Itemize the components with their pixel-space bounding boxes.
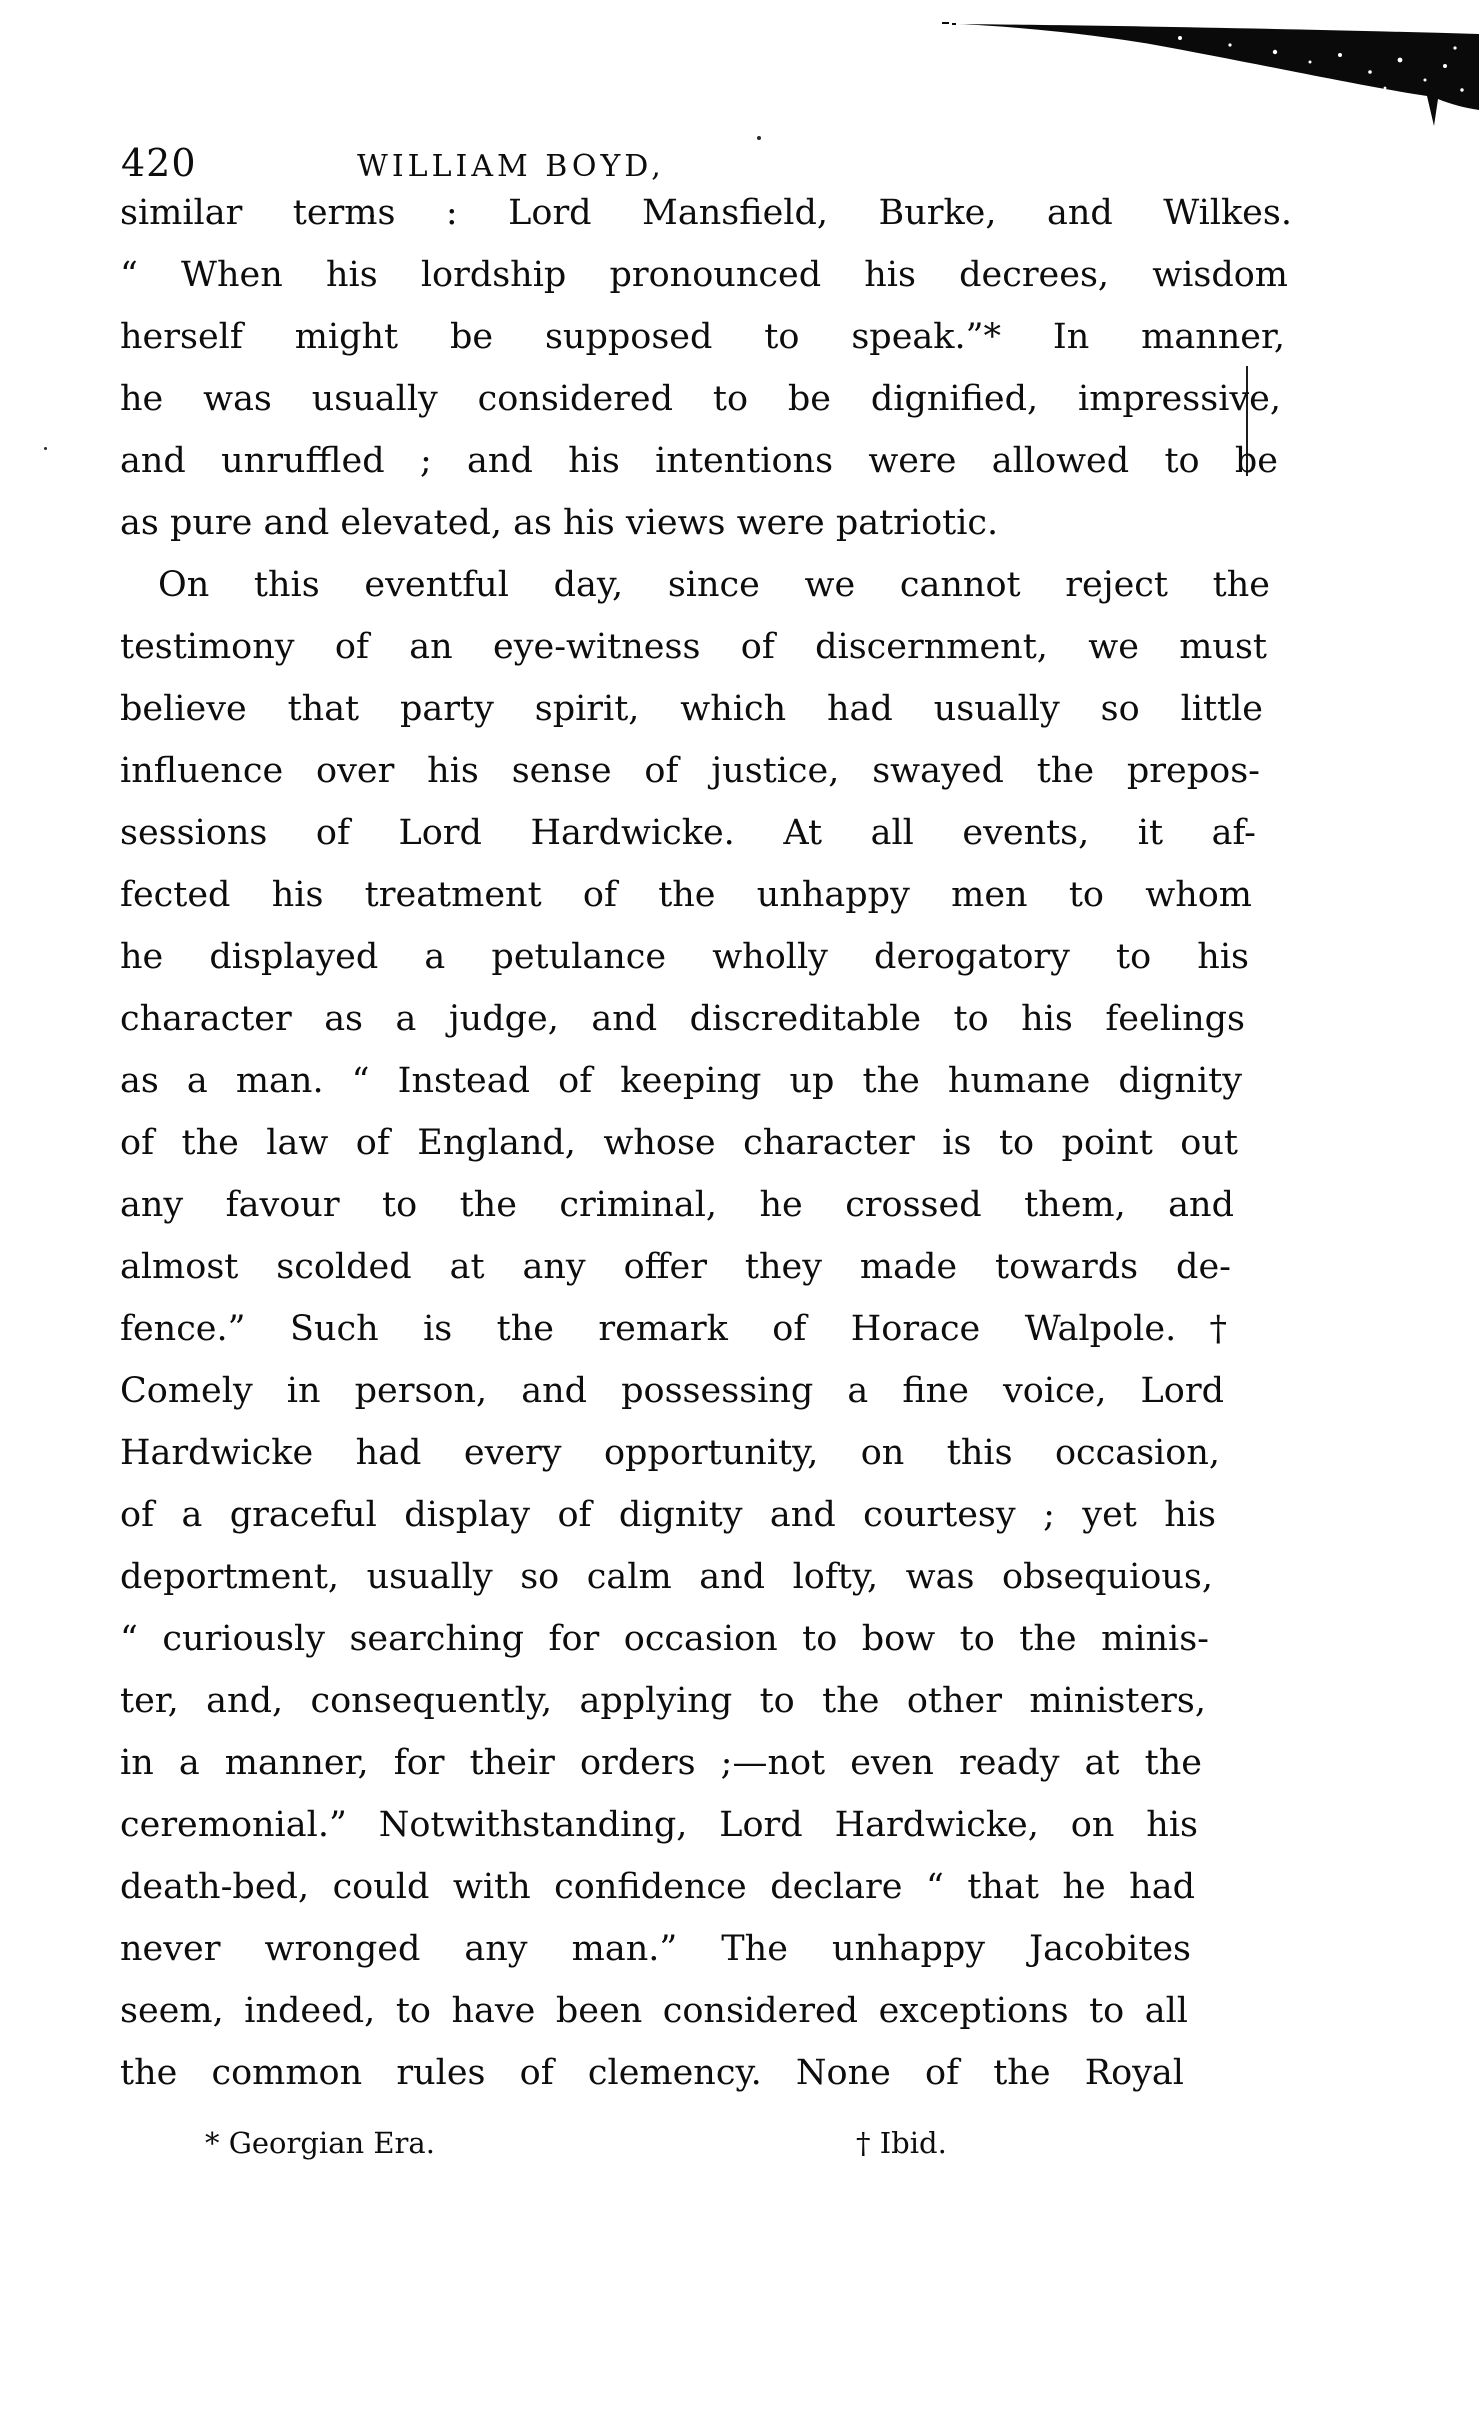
running-header: WILLIAM BOYD, <box>357 149 665 184</box>
text-line: he displayed a petulance wholly derogatory to his <box>120 937 1249 977</box>
body-text <box>120 182 1292 2104</box>
page-number: 420 <box>121 141 197 185</box>
text-line: he was usually considered to be dignified, impressive, <box>120 379 1281 419</box>
text-line: character as a judge, and discreditable to his feelings <box>120 999 1245 1039</box>
text-line: deportment, usually so calm and lofty, was obsequious, <box>120 1557 1213 1597</box>
text-line: and unruffled ; and his intentions were allowed to be <box>120 441 1278 481</box>
scan-speck <box>44 447 47 450</box>
footnote-georgian-era: * Georgian Era. <box>205 2126 435 2160</box>
text-line: of a graceful display of dignity and courtesy ; yet his <box>120 1495 1216 1535</box>
text-line: Hardwicke had every opportunity, on this occasion, <box>120 1433 1220 1473</box>
text-line: of the law of England, whose character is to point out <box>120 1123 1238 1163</box>
text-line: Comely in person, and possessing a fine voice, Lord <box>120 1371 1224 1411</box>
text-line: similar terms : Lord Mansfield, Burke, and Wilkes. <box>120 193 1292 233</box>
text-line: ceremonial.” Notwithstanding, Lord Hardwicke, on his <box>120 1805 1198 1845</box>
text-line: influence over his sense of justice, swayed the prepos- <box>120 751 1260 791</box>
text-line: ter, and, consequently, applying to the other ministers, <box>120 1681 1206 1721</box>
scan-speck <box>757 136 761 140</box>
text-line: the common rules of clemency. None of the Royal <box>120 2053 1184 2093</box>
text-line: fence.” Such is the remark of Horace Walpole.† <box>120 1309 1227 1349</box>
text-line: as a man. “ Instead of keeping up the humane dignity <box>120 1061 1242 1101</box>
text-line: believe that party spirit, which had usually so little <box>120 689 1263 729</box>
text-line: fected his treatment of the unhappy men to whom <box>120 875 1252 915</box>
text-line: On this eventful day, since we cannot reject the <box>158 565 1270 605</box>
text-line: testimony of an eye-witness of discernment, we must <box>120 627 1267 667</box>
text-line: seem, indeed, to have been considered exceptions to all <box>120 1991 1188 2031</box>
text-line: death-bed, could with confidence declare “ that he had <box>120 1867 1195 1907</box>
text-line: never wronged any man.” The unhappy Jacobites <box>120 1929 1191 1969</box>
text-line: any favour to the criminal, he crossed them, and <box>120 1185 1234 1225</box>
text-line: “ When his lordship pronounced his decrees, wisdom <box>120 255 1288 295</box>
text-line: sessions of Lord Hardwicke. At all events, it af- <box>120 813 1256 853</box>
text-line: as pure and elevated, as his views were patriotic. <box>120 503 999 543</box>
scan-corner-artifact <box>930 0 1479 150</box>
text-line: herself might be supposed to speak.”* In manner, <box>120 317 1285 357</box>
footnote-ibid: † Ibid. <box>856 2126 947 2160</box>
text-line: “ curiously searching for occasion to bow to the minis- <box>120 1619 1209 1659</box>
text-line: in a manner, for their orders ;—not even ready at the <box>120 1743 1202 1783</box>
text-line: almost scolded at any offer they made towards de- <box>120 1247 1231 1287</box>
